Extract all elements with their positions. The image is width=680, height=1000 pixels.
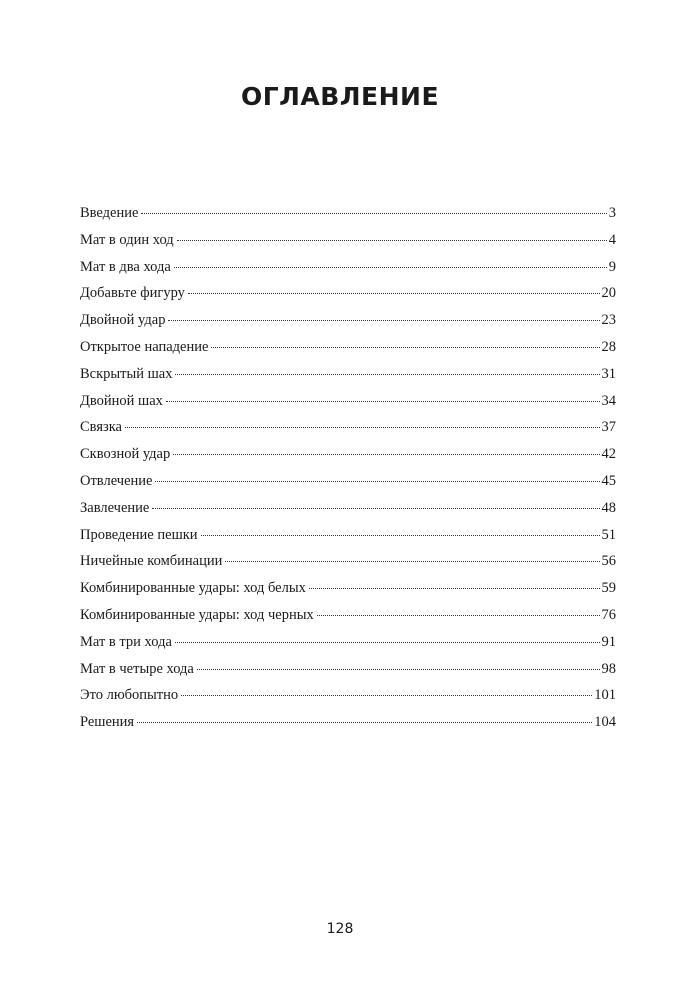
toc-entry-page: 28: [601, 338, 616, 355]
toc-dot-leader: [211, 347, 599, 348]
toc-entry[interactable]: [80, 446, 616, 473]
toc-dot-leader: [141, 213, 606, 214]
toc-entry[interactable]: [80, 205, 616, 232]
toc-entry-page: 91: [601, 633, 616, 650]
toc-entry[interactable]: [80, 232, 616, 259]
toc-dot-leader: [225, 561, 599, 562]
toc-entry-page: 98: [601, 660, 616, 677]
toc-entry[interactable]: [80, 687, 616, 714]
toc-dot-leader: [309, 588, 600, 589]
toc-entry[interactable]: [80, 500, 616, 527]
toc-dot-leader: [201, 535, 600, 536]
toc-dot-leader: [181, 695, 592, 696]
toc-entry-label: Мат в четыре хода: [80, 660, 194, 677]
toc-entry-label: Мат в два хода: [80, 258, 171, 275]
toc-entry[interactable]: [80, 661, 616, 688]
toc-dot-leader: [125, 427, 600, 428]
toc-entry-page: 48: [601, 499, 616, 516]
toc-entry-label: Введение: [80, 205, 139, 221]
toc-dot-leader: [166, 401, 600, 402]
toc-entry-page: 37: [601, 419, 616, 436]
toc-entry[interactable]: [80, 366, 616, 393]
toc-entry-page: 9: [608, 258, 616, 275]
toc-entry[interactable]: [80, 714, 616, 741]
page-title: ОГЛАВЛЕНИЕ: [240, 82, 440, 111]
toc-entry[interactable]: [80, 419, 616, 446]
toc-entry-label: Мат в один ход: [80, 231, 174, 248]
toc-dot-leader: [155, 481, 599, 482]
toc-entry-page: 59: [601, 580, 616, 597]
toc-dot-leader: [173, 454, 599, 455]
toc-entry-page: 4: [608, 231, 616, 248]
toc-entry-label: Связка: [80, 419, 122, 436]
toc-entry[interactable]: [80, 634, 616, 661]
toc-dot-leader: [174, 267, 607, 268]
toc-entry-label: Отвлечение: [80, 472, 153, 489]
toc-entry[interactable]: [80, 527, 616, 554]
toc-dot-leader: [188, 293, 600, 294]
toc-entry-label: Решения: [80, 714, 135, 731]
toc-entry-page: 104: [594, 714, 616, 731]
toc-entry[interactable]: [80, 553, 616, 580]
toc-dot-leader: [137, 722, 592, 723]
toc-entry-page: 23: [601, 312, 616, 329]
toc-entry-label: Мат в три хода: [80, 633, 172, 650]
toc-entry[interactable]: [80, 393, 616, 420]
page-number: 128: [326, 921, 354, 937]
toc-entry-label: Это любопытно: [80, 687, 179, 704]
toc-entry[interactable]: [80, 580, 616, 607]
toc-entry[interactable]: [80, 473, 616, 500]
toc-entry-page: 45: [601, 472, 616, 489]
toc-dot-leader: [317, 615, 600, 616]
toc-entry[interactable]: [80, 607, 616, 634]
toc-dot-leader: [197, 669, 600, 670]
toc-entry-label: Проведение пешки: [80, 526, 198, 543]
toc-entry-label: Завлечение: [80, 499, 150, 516]
toc-entry-label: Открытое нападение: [80, 338, 209, 355]
toc-entry[interactable]: [80, 339, 616, 366]
toc-entry-label: Ничейные комбинации: [80, 553, 223, 570]
toc-dot-leader: [177, 240, 607, 241]
toc-entry[interactable]: [80, 259, 616, 286]
toc-dot-leader: [175, 642, 600, 643]
toc-entry-label: Вскрытый шах: [80, 365, 173, 382]
toc-entry-page: 101: [594, 687, 616, 704]
toc-dot-leader: [175, 374, 599, 375]
toc-entry-label: Сквозной удар: [80, 446, 171, 463]
toc-entry-label: Двойной шах: [80, 392, 163, 409]
toc-entry-page: 3: [608, 205, 616, 221]
toc-dot-leader: [152, 508, 599, 509]
toc-entry-page: 76: [601, 606, 616, 623]
toc-entry-page: 56: [601, 553, 616, 570]
toc-entry-label: Добавьте фигуру: [80, 285, 185, 302]
toc-entry[interactable]: [80, 285, 616, 312]
toc-entry-label: Комбинированные удары: ход белых: [80, 580, 306, 597]
toc-dot-leader: [168, 320, 599, 321]
toc-entry-page: 34: [601, 392, 616, 409]
toc-entry-label: Двойной удар: [80, 312, 166, 329]
toc-entry-page: 31: [601, 365, 616, 382]
toc-entry[interactable]: [80, 312, 616, 339]
toc-entry-label: Комбинированные удары: ход черных: [80, 606, 314, 623]
toc-entry-page: 42: [601, 446, 616, 463]
toc-entry-page: 20: [601, 285, 616, 302]
table-of-contents: [80, 205, 616, 741]
toc-entry-page: 51: [601, 526, 616, 543]
